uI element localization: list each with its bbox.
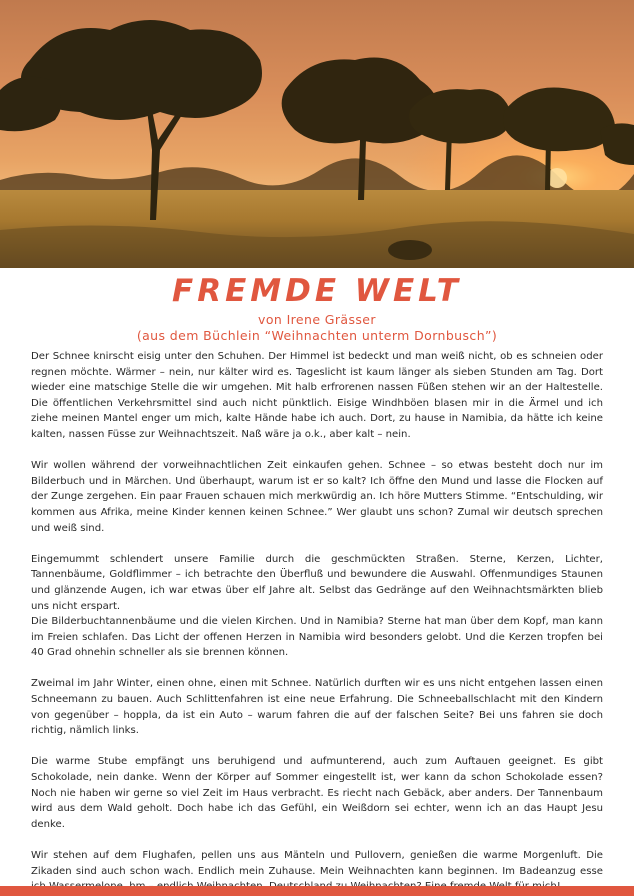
sunset-savanna-picture — [0, 0, 634, 268]
article-body — [31, 349, 603, 896]
hero-image — [0, 0, 634, 268]
paragraph-3: Eingemummt schlendert unsere Familie durch die geschmückten Straßen. Sterne, Kerzen, Lichter, Tannenbäume, Goldflimmer – ich betrachte den Überfluß und bewundere die Auswahl. Offenmundiges Staunen und glänzende Augen, ich war etwas über elf Jahre alt. Selbst das Gedränge auf den Weihnachtsmärkten blieb uns nicht erspart. Die Bilderbuchtannenbäume und die vielen Kirchen. Und in Namibia? Sterne hat man über dem Kopf, man kann im Freien schlafen. Das Licht der offenen Herzen in Namibia wird besonders gelobt. Und die Kerzen tropfen bei 40 Grad ohnehin schneller als sie brennen können. — [31, 553, 603, 659]
byline — [0, 312, 634, 344]
author-line: von Irene Grässer — [258, 312, 376, 327]
bottom-accent-bar — [0, 886, 634, 896]
source-line: (aus dem Büchlein “Weihnachten unterm Dornbusch”) — [136, 328, 498, 343]
paragraph-2: Wir wollen während der vorweihnachtlichen Zeit einkaufen gehen. Schnee – so etwas besteht doch nur im Bilderbuch und in Märchen. Und überhaupt, warum ist er so kalt? Ich öffne den Mund und lasse die Flocken auf der Zunge zergehen. Ein paar Frauen schauen mich merkwürdig an. Ich höre Mutters Stimme. “Entschulding, wir kommen aus Afrika, meine Kinder kennen keinen Schnee.” Wer glaubt uns schon? Zumal wir deutsch sprechen und weiß sind. — [31, 460, 603, 534]
paragraph-4: Zweimal im Jahr Winter, einen ohne, einen mit Schnee. Natürlich durften wir es uns nicht entgehen lassen einen Schneemann zu bauen. Auch Schlittenfahren ist eine neue Erfahrung. Die Schneeballschlacht mit den Kindern von gegenüber – hoppla, da ist ein Auto – warum fahren die auf der falschen Seite? Bei uns fahren sie doch richtig, nämlich links. — [31, 678, 603, 737]
paragraph-6: Wir stehen auf dem Flughafen, pellen uns aus Mänteln und Pullovern, genießen die warme Morgenluft. Die Zikaden sind auch schon wach. Endlich mein Zuhause. Mein Weihnachten kann beginnen. Im Badeanzug esse — [31, 850, 603, 877]
article-title: FREMDE WELT — [172, 273, 462, 309]
paragraph-1: Der Schnee knirscht eisig unter den Schuhen. Der Himmel ist bedeckt und man weiß nicht, ob es schneien oder regnen möchte. Wärmer – nein, nur kälter wird es. Tageslicht ist kaum länger als sieben Stunden am Tag. Dort wieder eine matschige Stelle die wir umgehen. Mit halb erfrorenen nassen Füßen stehen wir an der Haltestelle. Die öffentlichen Verkehrsmittel sind auch nicht pünktlich. Eisige Windhböen blasen mir in die Ärmel und ich ziehe meinen Mantel enger um mich, kalte Hände habe ich auch. Dort, zu hause in Namibia, da hätte ich keine kalten, nassen Füsse zur Weihnachtszeit. Naß wäre ja o.k., aber kalt – nein. — [31, 351, 603, 440]
paragraph-5: Die warme Stube empfängt uns beruhigend und aufmunterend, auch zum Auftauen geeignet. Es gibt Schokolade, nein danke. Wenn der Körper auf Sommer eingestellt ist, wer kann da schon Schokolade essen? Noch nie haben wir gerne so viel Zeit im Haus verbracht. Es riecht nach Gebäck, aber anders. Der Tannenbaum wird aus dem Wald geholt. Doch habe ich das Gefühl, ein Weißdorn sei echter, wenn ich an das Haupt Jesu denke. — [31, 756, 603, 830]
